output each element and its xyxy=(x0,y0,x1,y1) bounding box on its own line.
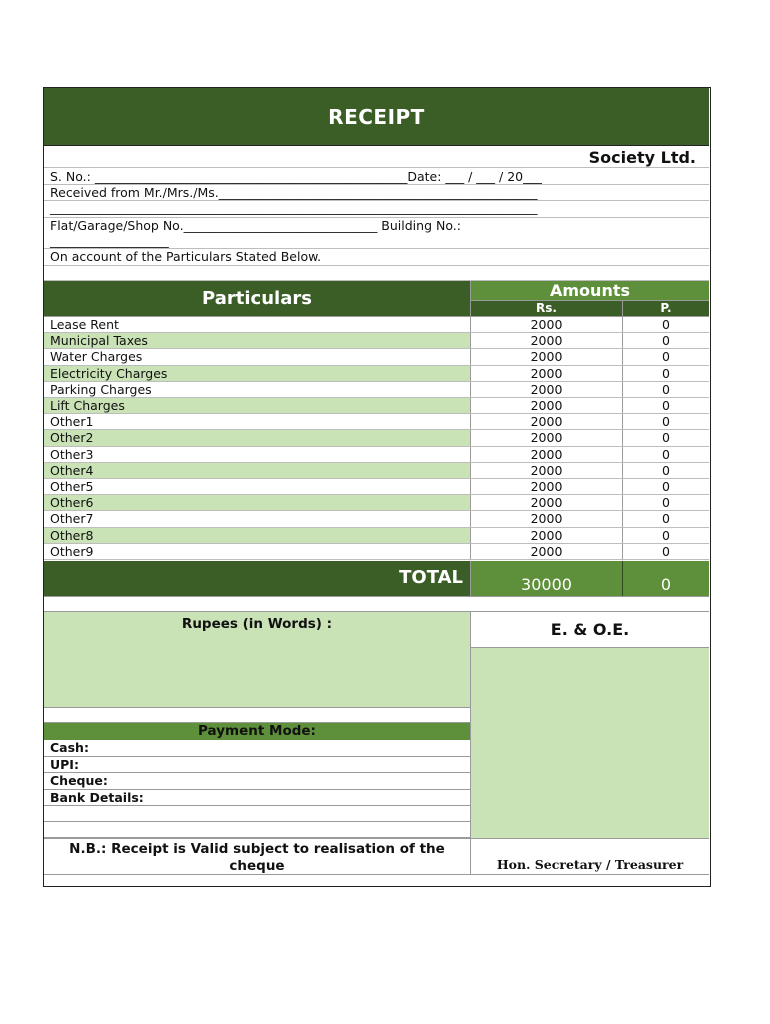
amount-rs: 2000 xyxy=(471,495,623,510)
amount-rs: 2000 xyxy=(471,382,623,397)
particular-label: Other6 xyxy=(44,495,471,510)
table-row xyxy=(44,366,709,382)
amount-p: 0 xyxy=(623,317,709,332)
table-row xyxy=(44,479,709,495)
total-rs-cell xyxy=(471,561,623,596)
receipt-title: RECEIPT xyxy=(328,105,425,129)
particular-label: Lift Charges xyxy=(44,398,471,413)
table-row xyxy=(44,447,709,463)
total-p-cell xyxy=(623,561,709,596)
amount-p: 0 xyxy=(623,463,709,478)
rupees-words-box xyxy=(44,612,471,707)
particular-label: Water Charges xyxy=(44,349,471,364)
amount-rs: 2000 xyxy=(471,414,623,429)
rs-header-cell xyxy=(471,301,623,317)
signatory-cell xyxy=(471,838,709,874)
particular-label: Other9 xyxy=(44,544,471,559)
payment-mode-row: Cheque: xyxy=(44,773,471,790)
amount-rs: 2000 xyxy=(471,317,623,332)
amount-rs: 2000 xyxy=(471,463,623,478)
received-from-blank: ______________________________________________________________________________ xyxy=(44,201,709,218)
words-spacer xyxy=(44,707,471,723)
p-header: P. xyxy=(660,301,672,315)
sno-date-line: S. No.: __________________________________________________Date: ___ / ___ / 20___ xyxy=(44,168,709,185)
rs-header: Rs. xyxy=(536,301,557,315)
amount-p: 0 xyxy=(623,511,709,526)
amount-p: 0 xyxy=(623,382,709,397)
received-from-line: Received from Mr./Mrs./Ms.___________________________________________________ xyxy=(44,185,709,201)
amount-rs: 2000 xyxy=(471,430,623,445)
table-row xyxy=(44,382,709,398)
amount-p: 0 xyxy=(623,398,709,413)
table-row xyxy=(44,414,709,430)
table-row xyxy=(44,333,709,349)
amount-rs: 2000 xyxy=(471,398,623,413)
amount-p: 0 xyxy=(623,366,709,381)
total-label-cell xyxy=(44,561,471,596)
amount-p: 0 xyxy=(623,349,709,364)
amount-rs: 2000 xyxy=(471,333,623,348)
particular-label: Other5 xyxy=(44,479,471,494)
nb-cell xyxy=(44,838,471,874)
table-row xyxy=(44,528,709,544)
society-name: Society Ltd. xyxy=(588,148,696,167)
particular-label: Lease Rent xyxy=(44,317,471,332)
table-row xyxy=(44,511,709,527)
payment-mode-row: Bank Details: xyxy=(44,790,471,807)
payment-blank-2 xyxy=(44,822,471,838)
total-p: 0 xyxy=(660,575,672,594)
amount-p: 0 xyxy=(623,528,709,543)
amount-p: 0 xyxy=(623,544,709,559)
signature-box xyxy=(471,648,709,838)
amount-p: 0 xyxy=(623,447,709,462)
table-row xyxy=(44,398,709,414)
amount-rs: 2000 xyxy=(471,544,623,559)
amount-rs: 2000 xyxy=(471,447,623,462)
receipt-form xyxy=(43,87,711,887)
account-line: On account of the Particulars Stated Below. xyxy=(44,249,709,266)
particular-label: Other2 xyxy=(44,430,471,445)
table-row xyxy=(44,544,709,560)
flat-building-text: Flat/Garage/Shop No._______________________________ Building No.: xyxy=(50,218,461,233)
particular-label: Other3 xyxy=(44,447,471,462)
amount-p: 0 xyxy=(623,479,709,494)
particular-label: Other4 xyxy=(44,463,471,478)
amount-rs: 2000 xyxy=(471,528,623,543)
amount-rs: 2000 xyxy=(471,366,623,381)
amount-rs: 2000 xyxy=(471,511,623,526)
amount-p: 0 xyxy=(623,333,709,348)
table-row xyxy=(44,430,709,446)
amount-p: 0 xyxy=(623,430,709,445)
particular-label: Municipal Taxes xyxy=(44,333,471,348)
eoe-cell xyxy=(471,612,709,648)
amount-p: 0 xyxy=(623,414,709,429)
table-row xyxy=(44,349,709,365)
amount-rs: 2000 xyxy=(471,479,623,494)
table-row xyxy=(44,495,709,511)
payment-mode-row: Cash: xyxy=(44,740,471,757)
rupees-words-label: Rupees (in Words) : xyxy=(181,616,333,632)
total-rs: 30000 xyxy=(521,575,572,594)
amounts-header-cell xyxy=(471,281,709,301)
p-header-cell xyxy=(623,301,709,317)
particular-label: Other1 xyxy=(44,414,471,429)
particular-label: Other7 xyxy=(44,511,471,526)
flat-building-line xyxy=(44,218,709,249)
spacer-row-2 xyxy=(44,596,709,612)
payment-mode-label: Payment Mode: xyxy=(198,723,316,739)
eoe-label: E. & O.E. xyxy=(550,620,630,639)
particulars-header-cell xyxy=(44,281,471,317)
spacer-row xyxy=(44,266,709,281)
particular-label: Electricity Charges xyxy=(44,366,471,381)
receipt-header xyxy=(44,88,709,146)
signatory-label: Hon. Secretary / Treasurer xyxy=(496,857,684,872)
payment-mode-header xyxy=(44,723,471,740)
society-blank: ____________________________________________________ xyxy=(50,153,375,168)
amount-rs: 2000 xyxy=(471,349,623,364)
particular-label: Other8 xyxy=(44,528,471,543)
table-row xyxy=(44,463,709,479)
bottom-spacer xyxy=(44,874,709,886)
payment-mode-row: UPI: xyxy=(44,757,471,774)
payment-blank-1 xyxy=(44,806,471,822)
total-label: TOTAL xyxy=(399,567,463,588)
nb-text: N.B.: Receipt is Valid subject to realisation of the cheque xyxy=(69,841,445,874)
amount-p: 0 xyxy=(623,495,709,510)
particulars-header: Particulars xyxy=(202,288,312,309)
flat-building-blank: ___________________ xyxy=(50,233,169,248)
particular-label: Parking Charges xyxy=(44,382,471,397)
table-row xyxy=(44,317,709,333)
amounts-header: Amounts xyxy=(550,281,630,300)
